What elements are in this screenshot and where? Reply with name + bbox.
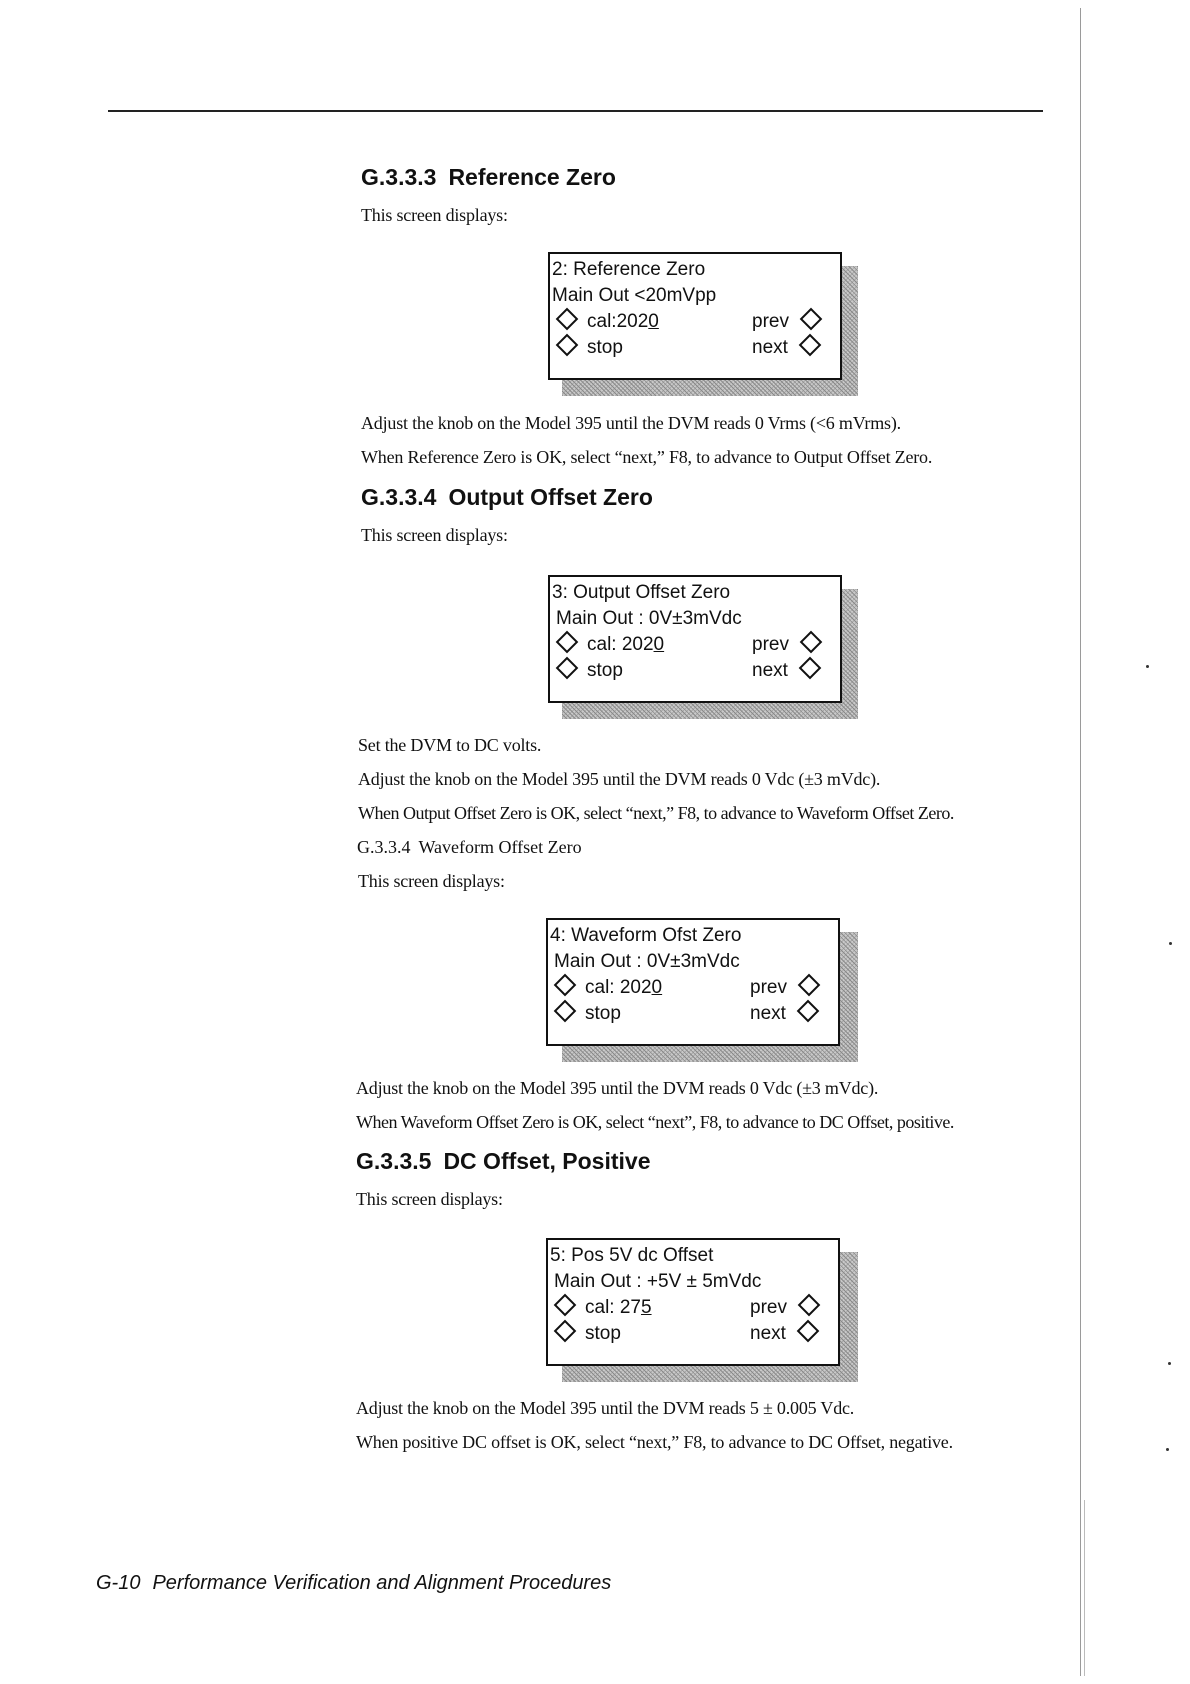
screen-line-2: Main Out <20mVpp xyxy=(552,285,717,306)
stop-softkey: stop xyxy=(587,337,623,358)
diamond-icon xyxy=(798,1294,821,1317)
scan-speck xyxy=(1168,1362,1171,1365)
screen-intro: This screen displays: xyxy=(358,871,505,891)
diamond-icon xyxy=(797,1320,820,1343)
paragraph: Set the DVM to DC volts. xyxy=(358,735,542,755)
footer-title: Performance Verification and Alignment Procedures xyxy=(152,1572,612,1594)
paragraph: When Output Offset Zero is OK, select “next,” F8, to advance to Waveform Offset Zero. xyxy=(358,803,954,823)
screen-line-2: Main Out : 0V±3mVdc xyxy=(556,608,742,629)
paragraph: Adjust the knob on the Model 395 until the DVM reads 5 ± 0.005 Vdc. xyxy=(356,1398,855,1418)
section-number: G.3.3.3 xyxy=(361,164,437,190)
paragraph: When positive DC offset is OK, select “next,” F8, to advance to DC Offset, negative. xyxy=(356,1432,953,1452)
diamond-icon xyxy=(799,657,822,680)
lcd-screen-output-offset-zero xyxy=(548,575,842,703)
screen-stop-row xyxy=(552,335,840,361)
top-rule xyxy=(108,110,1043,112)
diamond-icon xyxy=(798,974,821,997)
stop-softkey: stop xyxy=(585,1323,621,1344)
screen-cal-row xyxy=(552,309,840,335)
diamond-icon xyxy=(554,1320,577,1343)
diamond-icon xyxy=(800,631,823,654)
stop-softkey: stop xyxy=(585,1003,621,1024)
prev-softkey: prev xyxy=(752,311,789,332)
screen-line-2: Main Out : 0V±3mVdc xyxy=(554,951,740,972)
section-heading-reference-zero xyxy=(361,164,616,191)
section-heading-waveform-offset-zero xyxy=(357,837,582,858)
screen-intro: This screen displays: xyxy=(356,1189,503,1209)
screen-line-1: 5: Pos 5V dc Offset xyxy=(550,1245,714,1266)
page-footer xyxy=(96,1572,611,1595)
section-number: G.3.3.4 xyxy=(361,484,437,510)
page-number: G-10 xyxy=(96,1572,141,1594)
diamond-icon xyxy=(800,308,823,331)
paragraph: When Reference Zero is OK, select “next,” F8, to advance to Output Offset Zero. xyxy=(361,447,933,467)
section-heading-dc-offset-positive xyxy=(356,1148,650,1175)
lcd-screen-waveform-offset-zero xyxy=(546,918,840,1046)
cal-cursor-digit: 0 xyxy=(651,977,663,998)
section-heading-output-offset-zero xyxy=(361,484,653,511)
diamond-icon xyxy=(556,657,579,680)
cal-cursor-digit: 0 xyxy=(653,634,665,655)
section-title: DC Offset, Positive xyxy=(443,1148,651,1174)
section-title: Waveform Offset Zero xyxy=(418,837,582,857)
paragraph: Adjust the knob on the Model 395 until the DVM reads 0 Vdc (±3 mVdc). xyxy=(356,1078,879,1098)
cal-cursor-digit: 5 xyxy=(640,1297,652,1318)
paragraph: When Waveform Offset Zero is OK, select “next”, F8, to advance to DC Offset, positive. xyxy=(356,1112,954,1132)
stop-softkey: stop xyxy=(587,660,623,681)
screen-line-2: Main Out : +5V ± 5mVdc xyxy=(554,1271,762,1292)
cal-label: cal: 202 xyxy=(587,634,654,655)
screen-stop-row xyxy=(552,658,840,684)
paragraph: Adjust the knob on the Model 395 until the DVM reads 0 Vrms (<6 mVrms). xyxy=(361,413,901,433)
next-softkey: next xyxy=(750,1323,786,1344)
screen-stop-row xyxy=(550,1001,838,1027)
prev-softkey: prev xyxy=(752,634,789,655)
diamond-icon xyxy=(554,974,577,997)
screen-line-1: 3: Output Offset Zero xyxy=(552,582,731,603)
screen-line-1: 4: Waveform Ofst Zero xyxy=(550,925,742,946)
paragraph: Adjust the knob on the Model 395 until the DVM reads 0 Vdc (±3 mVdc). xyxy=(358,769,881,789)
screen-stop-row xyxy=(550,1321,838,1347)
screen-intro: This screen displays: xyxy=(361,525,508,545)
margin-rule-lower xyxy=(1084,1500,1085,1676)
screen-cal-row xyxy=(552,632,840,658)
cal-cursor-digit: 0 xyxy=(648,311,659,332)
section-number: G.3.3.5 xyxy=(356,1148,432,1174)
section-title: Output Offset Zero xyxy=(448,484,653,510)
margin-rule xyxy=(1080,8,1081,1676)
prev-softkey: prev xyxy=(750,977,787,998)
cal-label: cal: 202 xyxy=(585,977,652,998)
next-softkey: next xyxy=(752,660,788,681)
screen-intro: This screen displays: xyxy=(361,205,508,225)
section-title: Reference Zero xyxy=(448,164,616,190)
diamond-icon xyxy=(554,1294,577,1317)
cal-label: cal:202 xyxy=(587,311,649,332)
diamond-icon xyxy=(556,334,579,357)
diamond-icon xyxy=(556,308,579,331)
screen-cal-row xyxy=(550,975,838,1001)
scan-speck xyxy=(1166,1448,1169,1451)
diamond-icon xyxy=(556,631,579,654)
lcd-screen-dc-offset-positive xyxy=(546,1238,840,1366)
section-number: G.3.3.4 xyxy=(357,837,411,857)
scan-speck xyxy=(1146,665,1149,668)
screen-line-1: 2: Reference Zero xyxy=(552,259,706,280)
next-softkey: next xyxy=(750,1003,786,1024)
next-softkey: next xyxy=(752,337,788,358)
screen-cal-row xyxy=(550,1295,838,1321)
prev-softkey: prev xyxy=(750,1297,787,1318)
diamond-icon xyxy=(797,1000,820,1023)
scan-speck xyxy=(1169,942,1172,945)
diamond-icon xyxy=(799,334,822,357)
diamond-icon xyxy=(554,1000,577,1023)
cal-label: cal: 27 xyxy=(585,1297,641,1318)
lcd-screen-reference-zero xyxy=(548,252,842,380)
